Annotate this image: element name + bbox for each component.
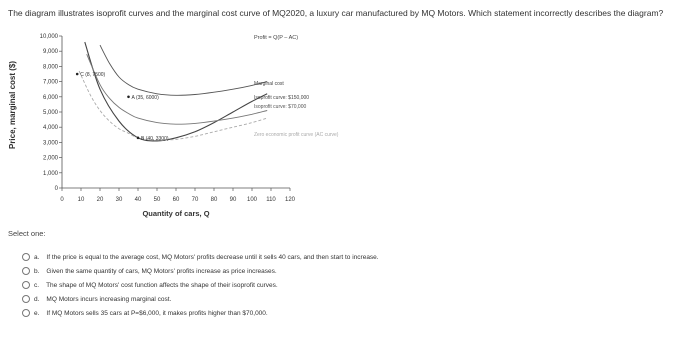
option-letter: a. bbox=[34, 253, 40, 261]
y-tick-label: 10,000 bbox=[39, 34, 58, 40]
radio-button[interactable] bbox=[22, 267, 30, 275]
point-label: C (8, 7500) bbox=[80, 72, 106, 78]
option-letter: d. bbox=[34, 295, 40, 303]
isoprofit-curve-150000 bbox=[100, 45, 267, 95]
series-label: Isoprofit curve: $150,000 bbox=[254, 95, 310, 101]
x-tick-label: 50 bbox=[153, 197, 161, 203]
option-text: If MQ Motors sells 35 cars at P=$6,000, it makes profits higher than $70,000. bbox=[46, 309, 268, 317]
y-tick-label: 8,000 bbox=[42, 64, 58, 71]
option-e[interactable] bbox=[22, 306, 379, 320]
x-tick-label: 90 bbox=[229, 197, 237, 203]
x-tick-label: 40 bbox=[134, 197, 142, 203]
y-tick-label: 5,000 bbox=[42, 110, 58, 116]
data-point bbox=[137, 137, 140, 140]
x-tick-label: 20 bbox=[96, 197, 104, 203]
radio-button[interactable] bbox=[22, 309, 30, 317]
point-label: A (35, 6000) bbox=[131, 94, 159, 101]
y-tick-label: 2,000 bbox=[42, 155, 58, 162]
radio-button[interactable] bbox=[22, 281, 30, 289]
series-label: Isoprofit curve: $70,000 bbox=[254, 104, 307, 110]
option-a[interactable] bbox=[22, 250, 379, 264]
x-axis-label: Quantity of cars, Q bbox=[142, 209, 210, 218]
chart-marks bbox=[76, 42, 339, 142]
x-tick-label: 100 bbox=[246, 197, 258, 203]
option-text: If the price is equal to the average cost, MQ Motors' profits decrease until it sells 40 cars, and then start to increase. bbox=[46, 253, 379, 261]
radio-button[interactable] bbox=[22, 253, 30, 261]
series-label: Marginal cost bbox=[254, 81, 284, 87]
question-text: The diagram illustrates isoprofit curves and the marginal cost curve of MQ2020, a luxury car manufactured by MQ Motors. Which statement incorrectly describes the diagram? bbox=[8, 8, 664, 18]
marginal-cost-curve bbox=[85, 42, 267, 141]
zero-profit-ac-curve bbox=[79, 71, 267, 140]
option-letter: b. bbox=[34, 267, 40, 275]
y-tick-label: 7,000 bbox=[42, 79, 58, 86]
x-tick-label: 120 bbox=[284, 197, 296, 203]
option-b[interactable] bbox=[22, 264, 379, 278]
y-tick-label: 6,000 bbox=[42, 94, 58, 101]
y-tick-label: 9,000 bbox=[42, 49, 58, 56]
option-c[interactable] bbox=[22, 278, 379, 292]
data-point bbox=[127, 96, 130, 99]
option-letter: c. bbox=[34, 281, 40, 289]
x-tick-label: 0 bbox=[60, 197, 64, 203]
y-tick-label: 0 bbox=[54, 186, 58, 192]
profit-formula-label: Profit = Q(P – AC) bbox=[254, 35, 299, 41]
option-d[interactable] bbox=[22, 292, 379, 306]
x-tick-label: 110 bbox=[266, 197, 276, 203]
select-one-label: Select one: bbox=[8, 229, 46, 238]
series-label: Zero economic profit curve (AC curve) bbox=[254, 132, 339, 138]
y-tick-label: 3,000 bbox=[42, 140, 58, 147]
point-label: B (40, 3300) bbox=[141, 135, 169, 142]
x-tick-label: 30 bbox=[115, 197, 123, 203]
data-point bbox=[76, 73, 79, 76]
option-text: MQ Motors incurs increasing marginal cost. bbox=[46, 295, 172, 303]
y-axis-label: Price, marginal cost ($) bbox=[8, 60, 17, 150]
x-tick-label: 60 bbox=[172, 197, 180, 203]
x-tick-label: 10 bbox=[77, 197, 85, 203]
option-letter: e. bbox=[34, 309, 40, 317]
x-tick-label: 80 bbox=[210, 197, 218, 203]
answer-options bbox=[22, 250, 379, 320]
y-tick-label: 1,000 bbox=[42, 170, 58, 177]
radio-button[interactable] bbox=[22, 295, 30, 303]
option-text: The shape of MQ Motors' cost function affects the shape of their isoprofit curves. bbox=[46, 281, 278, 289]
x-tick-label: 70 bbox=[191, 197, 199, 203]
y-tick-label: 4,000 bbox=[42, 125, 58, 132]
option-text: Given the same quantity of cars, MQ Motors' profits increase as price increases. bbox=[46, 267, 277, 275]
